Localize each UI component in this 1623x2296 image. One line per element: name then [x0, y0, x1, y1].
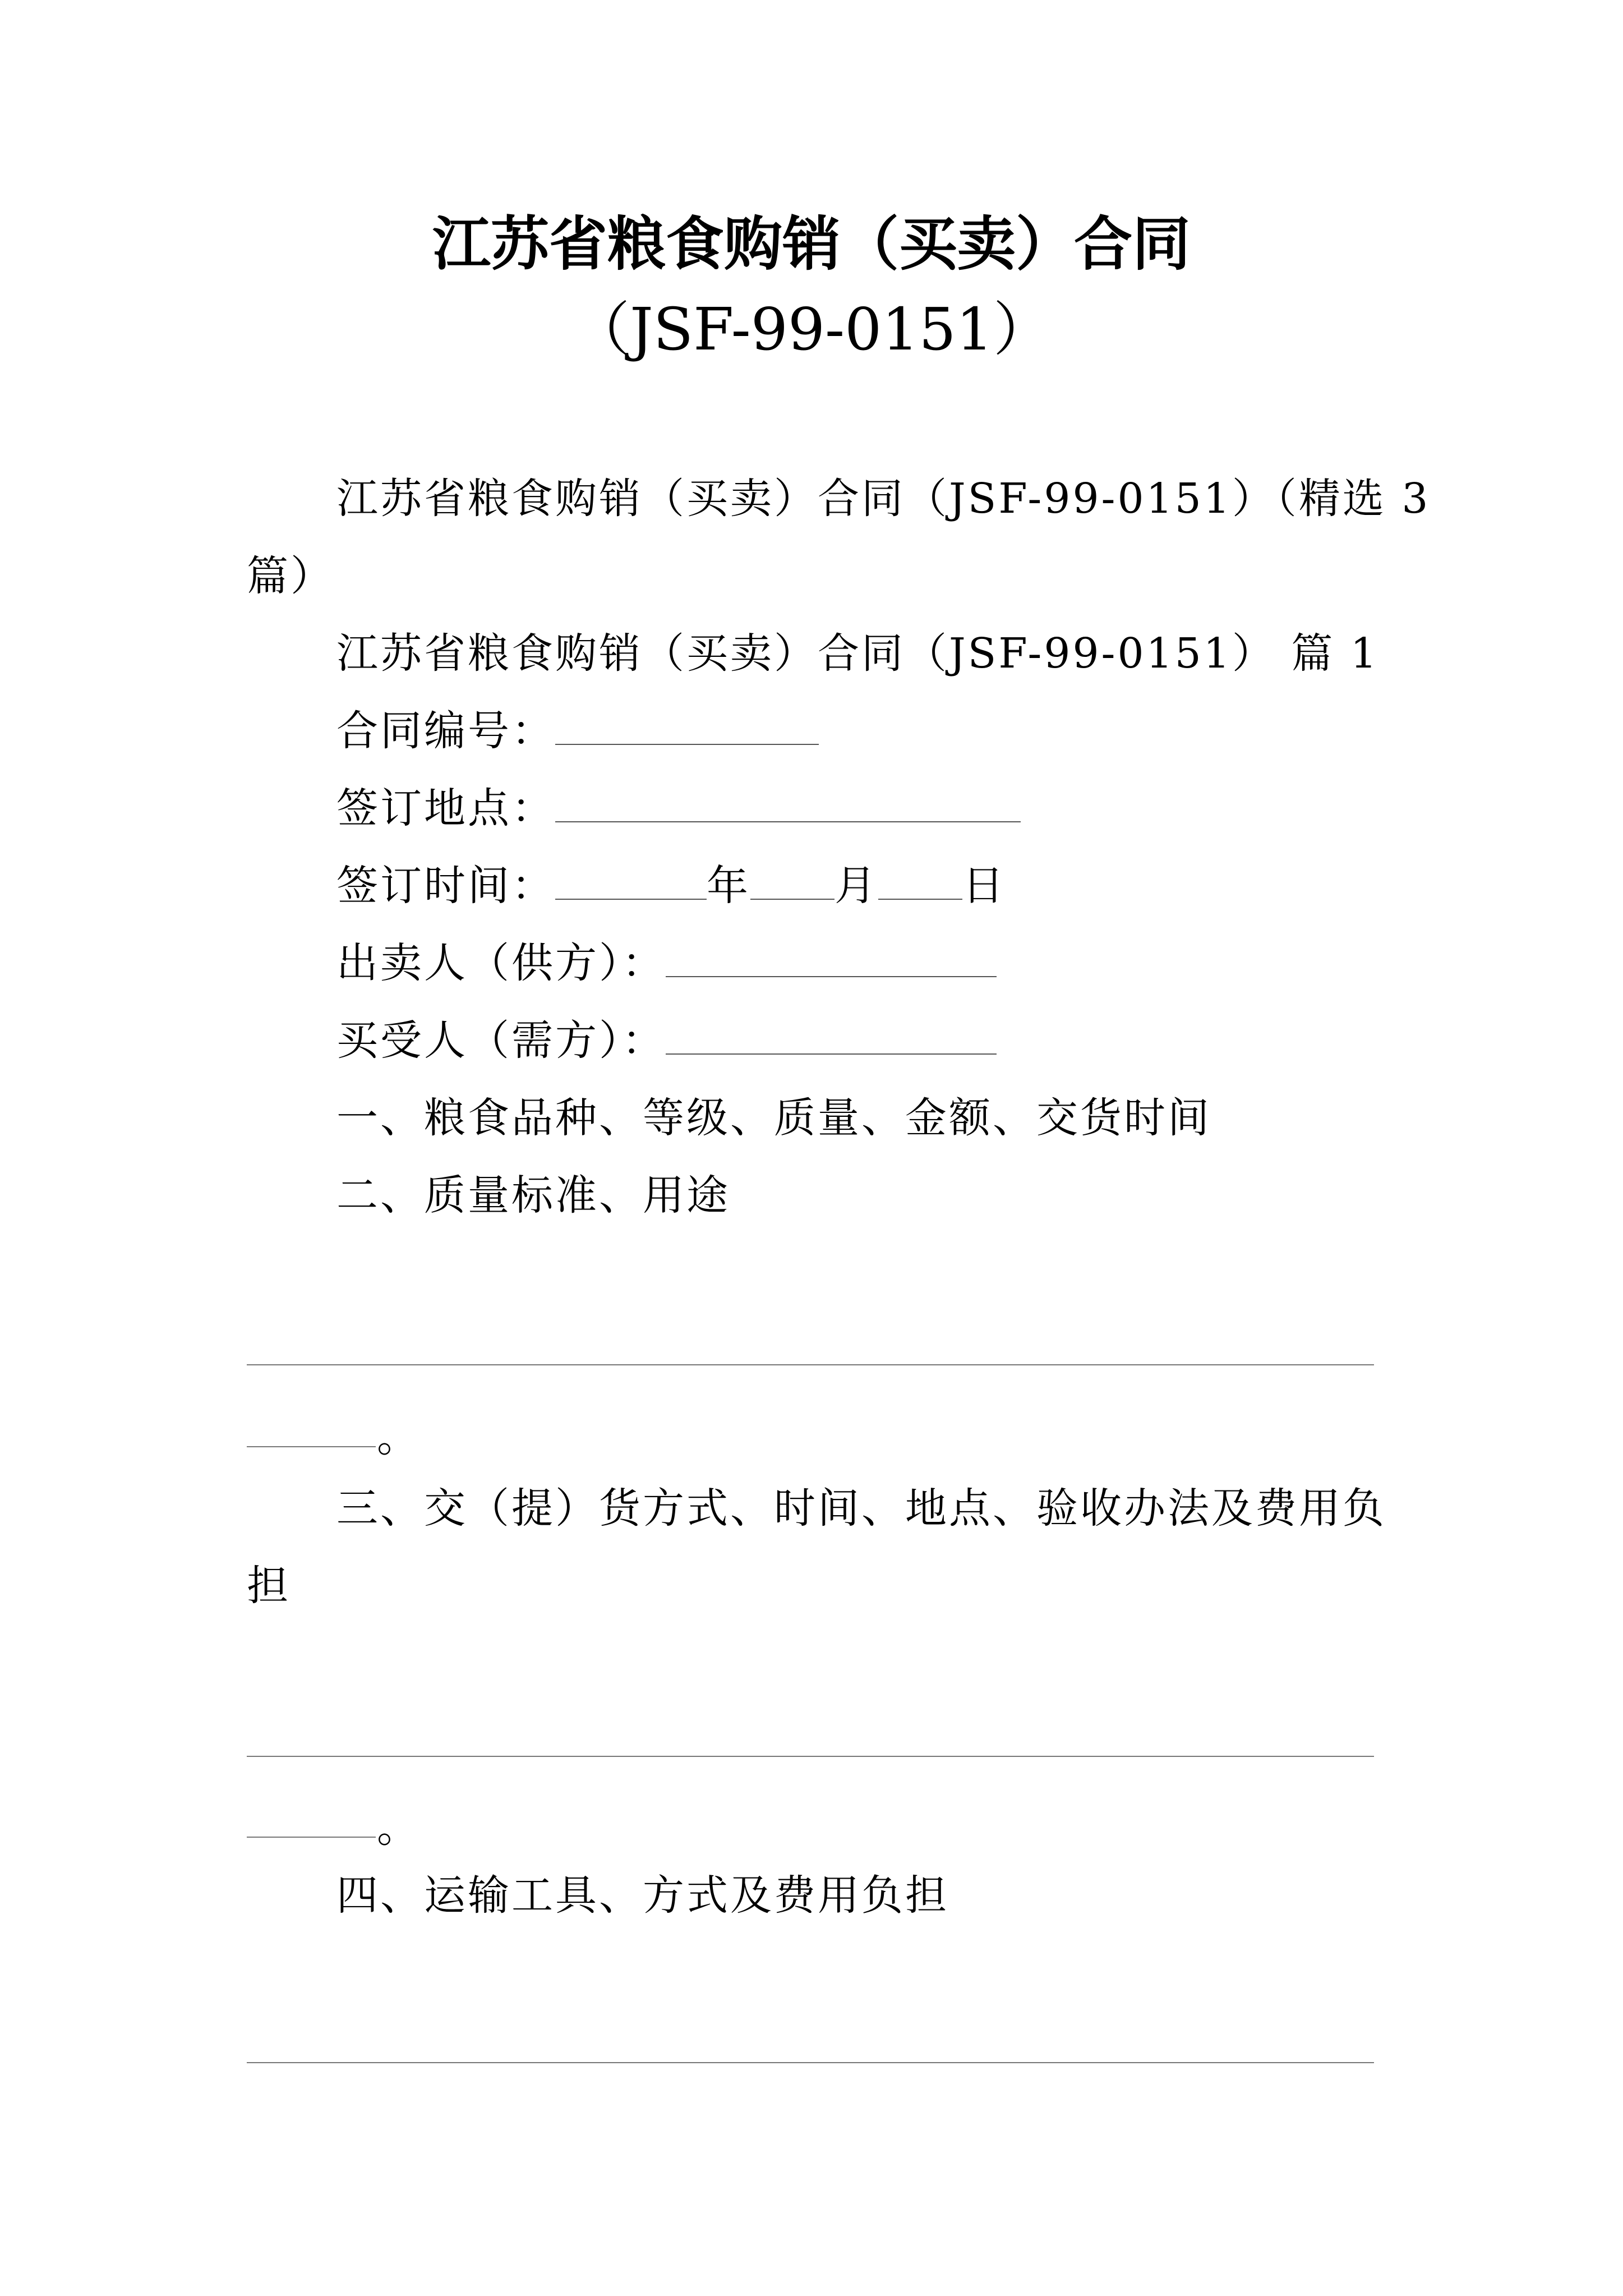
- day-label: 日: [962, 862, 1006, 910]
- contract-number-row: [336, 692, 1391, 770]
- month-blank[interactable]: [750, 865, 834, 900]
- sign-place-blank[interactable]: [555, 788, 1021, 822]
- clause-3-period: 。: [377, 1803, 418, 1852]
- clause-2-fill-line-end[interactable]: [247, 1446, 376, 1447]
- buyer-label: 买受人（需方）：: [336, 1016, 666, 1065]
- seller-blank[interactable]: [666, 942, 997, 977]
- clause-2-fill-line[interactable]: [247, 1364, 1374, 1365]
- clause-3-fill-line[interactable]: [247, 1756, 1374, 1757]
- intro-paragraph-continued: 篇）: [247, 552, 334, 600]
- year-blank[interactable]: [555, 865, 707, 900]
- clause-3-fill-line-end[interactable]: [247, 1837, 376, 1838]
- seller-row: [336, 924, 1391, 1002]
- intro-paragraph: 江苏省粮食购销（买卖）合同（JSF-99-0151）（精选 3: [336, 475, 1431, 523]
- seller-label: 出卖人（供方）：: [336, 939, 666, 987]
- month-label: 月: [834, 862, 878, 910]
- sign-place-label: 签订地点：: [336, 784, 555, 832]
- clause-3-continued: 担: [247, 1562, 291, 1610]
- clause-1: 一、粮食品种、等级、质量、金额、交货时间: [336, 1094, 1211, 1142]
- clause-4-fill-line[interactable]: [247, 2062, 1374, 2063]
- contract-number-blank[interactable]: [555, 710, 819, 745]
- contract-number-label: 合同编号：: [336, 707, 555, 755]
- document-title: 江苏省粮食购销（买卖）合同: [432, 209, 1191, 278]
- sign-time-row: [336, 847, 1391, 924]
- buyer-row: [336, 1002, 1391, 1079]
- day-blank[interactable]: [878, 865, 962, 900]
- year-label: 年: [707, 862, 750, 910]
- clause-4: 四、运输工具、方式及费用负担: [336, 1871, 949, 1920]
- clause-2: 二、质量标准、用途: [336, 1171, 730, 1220]
- clause-2-period: 。: [377, 1413, 418, 1461]
- clause-3: 三、交（提）货方式、时间、地点、验收办法及费用负: [336, 1484, 1386, 1533]
- section-heading: 江苏省粮食购销（买卖）合同（JSF-99-0151） 篇 1: [336, 629, 1379, 678]
- sign-place-row: [336, 770, 1391, 847]
- document-code: （JSF-99-0151）: [571, 295, 1052, 364]
- buyer-blank[interactable]: [666, 1020, 997, 1055]
- sign-time-label: 签订时间：: [336, 862, 555, 910]
